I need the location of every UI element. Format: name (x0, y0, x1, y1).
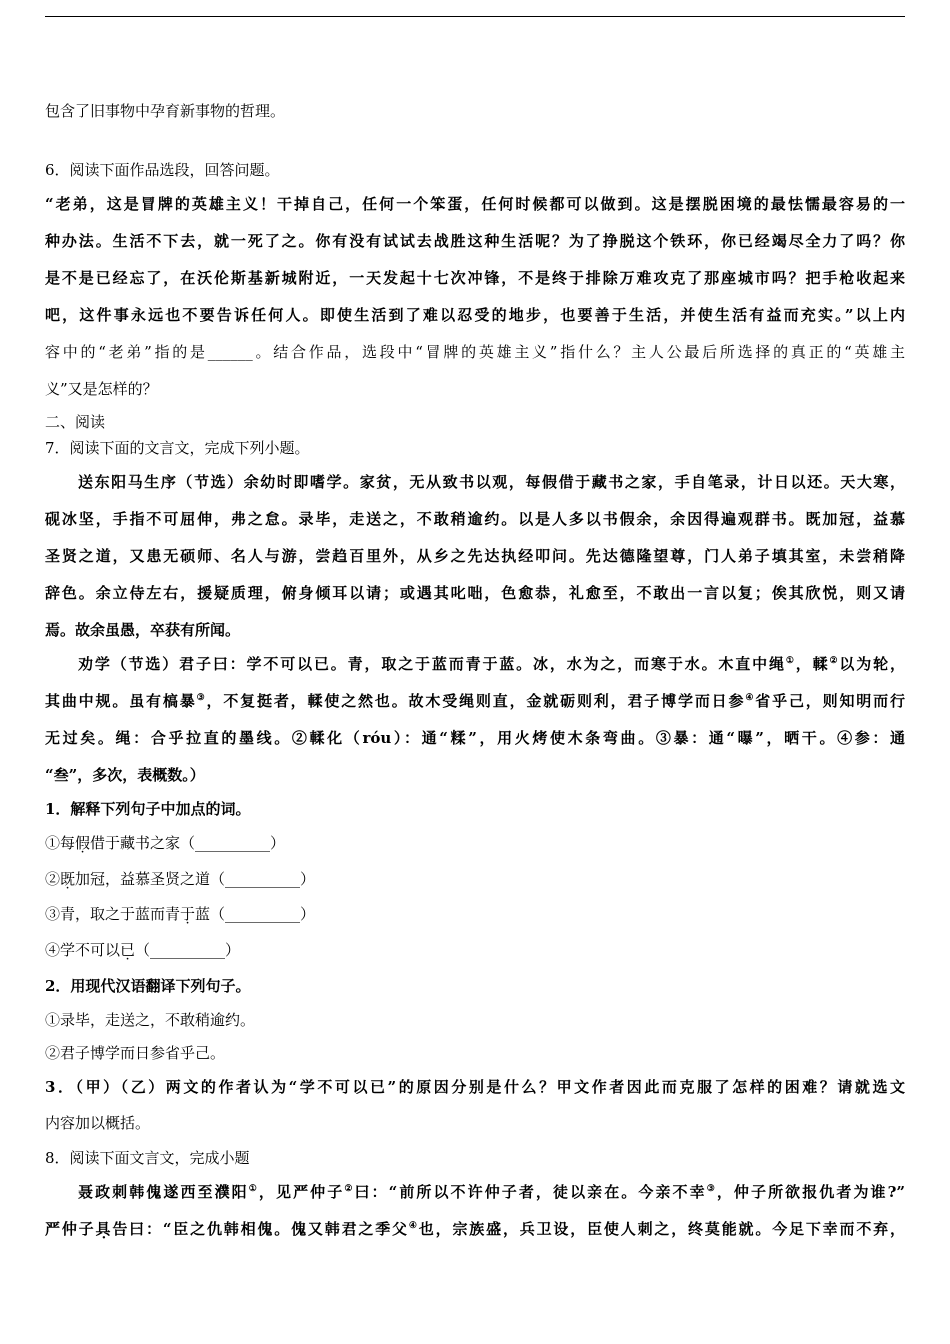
footnote-marker: ① (785, 656, 796, 666)
passage-b-line-2: 其曲中规。虽有槁暴③，不复挺者，輮使之然也。故木受绳则直，金就砺则利，君子博学而日参④省乎己，则知明而行 (45, 692, 905, 710)
subq3-line-2: 内容加以概括。 (45, 1114, 151, 1132)
passage-a-line-2: 砚冰坚，手指不可屈伸，弗之怠。录毕，走送之，不敢稍逾约。以是人多以书假余，余因得遍观群书。既加冠，益慕 (45, 510, 905, 528)
q8-line-1: 聂政刺韩傀遂西至濮阳①，见严仲子②曰：“前所以不许仲子者，徒以亲在。今亲不幸③，仲子所欲报仇者为谁?” (78, 1183, 905, 1201)
q6-line-6: 义”又是怎样的？ (45, 380, 158, 398)
intro-tail: 包含了旧事物中孕育新事物的哲理。 (45, 102, 286, 120)
passage-a-line-4: 辞色。余立侍左右，援疑质理，俯身倾耳以请；或遇其叱咄，色愈恭，礼愈至，不敢出一言以复；俟其欣悦，则又请 (45, 584, 905, 602)
dotted-word: 既 (60, 870, 76, 888)
passage-a-line-1: 送东阳马生序（节选）余幼时即嗜学。家贫，无从致书以观，每假借于藏书之家，手自笔录，计日以还。天大寒， (78, 473, 905, 491)
q6-line-4: 吧，这件事永远也不要告诉任何人。即使生活到了难以忍受的地步，也要善于生活，并使生活有益而充实。”以上内 (45, 306, 905, 324)
passage-a-line-3: 圣贤之道，又患无硕师、名人与游，尝趋百里外，从乡之先达执经叩问。先达德隆望尊，门人弟子填其室，未尝稍降 (45, 547, 905, 565)
q7-heading: 7．阅读下面的文言文，完成下列小题。 (45, 439, 310, 457)
header-rule (45, 16, 905, 17)
footnote-marker: ④ (745, 693, 756, 703)
q8-heading: 8．阅读下面文言文，完成小题 (45, 1149, 250, 1167)
subq2-item-2: ②君子博学而日参省乎己。 (45, 1044, 226, 1062)
dotted-word: 于 (180, 905, 196, 923)
passage-b-line-3: 无过矣。绳：合乎拉直的墨线。②輮化（róu）：通“糅”，用火烤使木条弯曲。③暴：通“曝”，晒干。④参：通 (45, 729, 905, 747)
footnote-marker: ④ (408, 1221, 419, 1231)
subq1-heading: 1．解释下列句子中加点的词。 (45, 800, 251, 818)
q6-heading: 6．阅读下面作品选段，回答问题。 (45, 161, 280, 179)
subq2-item-1: ①录毕，走送之，不敢稍逾约。 (45, 1011, 256, 1029)
subq2-heading: 2．用现代汉语翻译下列句子。 (45, 977, 251, 995)
subq1-item-4: ④学不可以已（__________） (45, 941, 241, 959)
q6-line-3: 是不是已经忘了，在沃伦斯基新城附近，一天发起十七次冲锋，不是终于排除万难攻克了那座城市吗？把手枪收起来 (45, 269, 905, 287)
footnote-marker: ③ (706, 1184, 717, 1194)
dotted-word: 已 (120, 941, 136, 959)
passage-b-line-1: 劝学（节选）君子曰：学不可以已。青，取之于蓝而青于蓝。冰，水为之，而寒于水。木直中绳①，輮②以为轮， (78, 655, 905, 673)
q6-line-5: 容中的“老弟”指的是______。结合作品，选段中“冒牌的英雄主义”指什么？主人公最后所选择的真正的“英雄主 (45, 343, 905, 361)
q6-line-2: 种办法。生活不下去，就一死了之。你有没有试试去战胜这种生活呢？为了挣脱这个铁环，你已经竭尽全力了吗？你 (45, 232, 905, 250)
footnote-marker: ③ (196, 693, 207, 703)
footnote-marker: ① (248, 1184, 259, 1194)
section-heading: 二、阅读 (45, 413, 106, 431)
q8-line-2: 严仲子具告曰：“臣之仇韩相傀。傀又韩君之季父④也，宗族盛，兵卫设，臣使人刺之，终莫能就。今足下幸而不弃， (45, 1220, 905, 1238)
dotted-word: 假 (75, 834, 91, 852)
passage-a-line-5: 焉。故余虽愚，卒获有所闻。 (45, 621, 241, 639)
subq3-line-1: 3．（甲）（乙）两文的作者认为“学不可以已”的原因分别是什么？甲文作者因此而克服了怎样的困难？请就选文 (45, 1078, 905, 1096)
footnote-marker: ② (829, 656, 840, 666)
footnote-marker: ② (344, 1184, 355, 1194)
subq1-item-2: ②既加冠，益慕圣贤之道（__________） (45, 870, 316, 888)
passage-b-line-4: “叁”，多次，表概数。） (45, 766, 205, 784)
dotted-word: 具 (95, 1220, 113, 1238)
subq1-item-1: ①每假借于藏书之家（__________） (45, 834, 286, 852)
subq1-item-3: ③青，取之于蓝而青于蓝（__________） (45, 905, 316, 923)
q6-line-1: “老弟，这是冒牌的英雄主义！干掉自己，任何一个笨蛋，任何时候都可以做到。这是摆脱困境的最怯懦最容易的一 (45, 195, 905, 213)
